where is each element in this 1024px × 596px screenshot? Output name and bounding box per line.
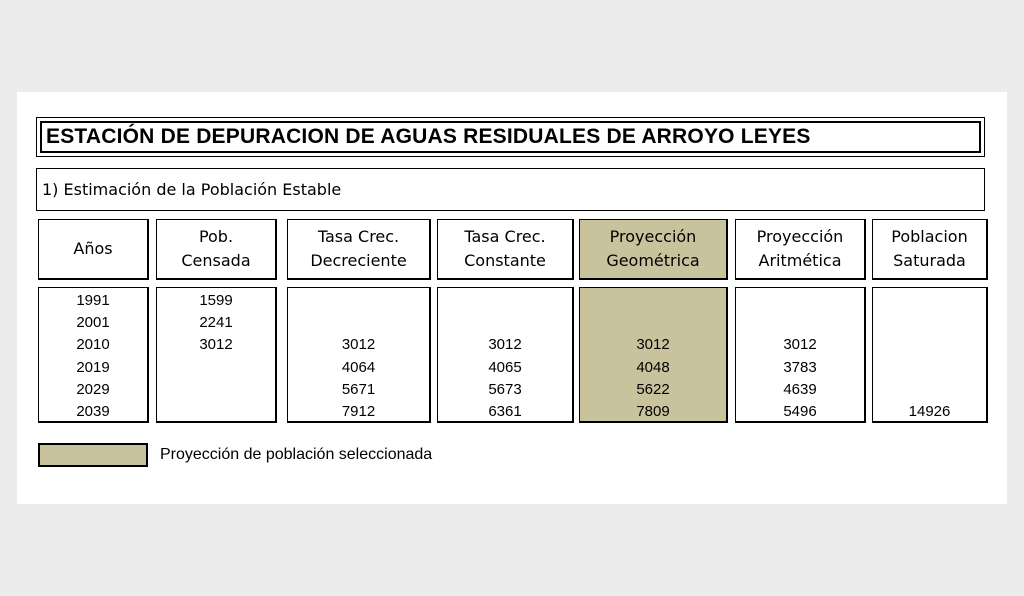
column-anos	[38, 287, 149, 423]
header-pob-censada	[156, 219, 277, 280]
header-tasa-constante	[437, 219, 574, 280]
table-cell: 7912	[341, 403, 376, 420]
column-tasa-decreciente	[287, 287, 431, 423]
table-cell: 1599	[199, 292, 233, 309]
header-tasa-decreciente	[287, 219, 431, 280]
column-pob-censada	[156, 287, 277, 423]
table-cell: 3012	[636, 336, 670, 354]
table-cell: 4639	[783, 380, 817, 398]
table-cell: 2010	[76, 336, 110, 354]
header-poblacion-saturada	[872, 219, 988, 280]
header-label: Proyección	[609, 227, 697, 246]
table-cell: 7809	[636, 403, 670, 420]
table-cell: 4048	[636, 358, 670, 376]
header-label: Aritmética	[758, 251, 842, 270]
legend-swatch	[38, 443, 148, 467]
table-cell: 5622	[636, 380, 670, 398]
document-sheet	[17, 92, 1007, 504]
table-cell: 2029	[76, 380, 110, 398]
header-label: Geométrica	[606, 251, 700, 270]
table-cell: 1991	[76, 292, 110, 309]
header-label: Decreciente	[310, 251, 407, 270]
table-cell: 14926	[908, 403, 951, 420]
table-cell: 5671	[341, 380, 376, 398]
header-label: Saturada	[893, 251, 966, 270]
table-cell: 5496	[783, 403, 817, 420]
table-cell: 4065	[488, 358, 522, 376]
header-label: Censada	[181, 251, 251, 270]
table-cell: 4064	[341, 358, 376, 376]
table-cell: 3012	[488, 336, 522, 354]
table-cell: 3012	[341, 336, 376, 354]
header-label: Tasa Crec.	[317, 227, 400, 246]
column-tasa-constante	[437, 287, 574, 423]
header-label: Constante	[464, 251, 546, 270]
header-label: Años	[73, 239, 113, 258]
header-label: Pob.	[198, 227, 234, 246]
table-cell: 2039	[76, 403, 110, 420]
header-proyeccion-aritmetica	[735, 219, 866, 280]
table-cell: 2019	[76, 358, 110, 376]
title-box	[36, 117, 985, 157]
document-title: ESTACIÓN DE DEPURACION DE AGUAS RESIDUALES DE ARROYO LEYES	[40, 121, 981, 153]
header-proyeccion-geometrica	[579, 219, 728, 280]
header-label: Tasa Crec.	[464, 227, 546, 246]
table-cell: 6361	[488, 403, 522, 420]
header-anos	[38, 219, 149, 280]
section-subtitle: 1) Estimación de la Población Estable	[36, 168, 985, 211]
table-cell: 3012	[783, 336, 817, 354]
table-cell: 5673	[488, 380, 522, 398]
column-proyeccion-geometrica	[579, 287, 728, 423]
legend-label: Proyección de población seleccionada	[160, 446, 433, 463]
table-cell: 2241	[199, 314, 233, 332]
column-proyeccion-aritmetica	[735, 287, 866, 423]
column-poblacion-saturada	[872, 287, 988, 423]
table-cell: 2001	[76, 314, 110, 332]
table-cell: 3012	[199, 336, 233, 354]
table-cell: 3783	[783, 358, 817, 376]
header-label: Poblacion	[891, 227, 968, 246]
header-label: Proyección	[756, 227, 844, 246]
